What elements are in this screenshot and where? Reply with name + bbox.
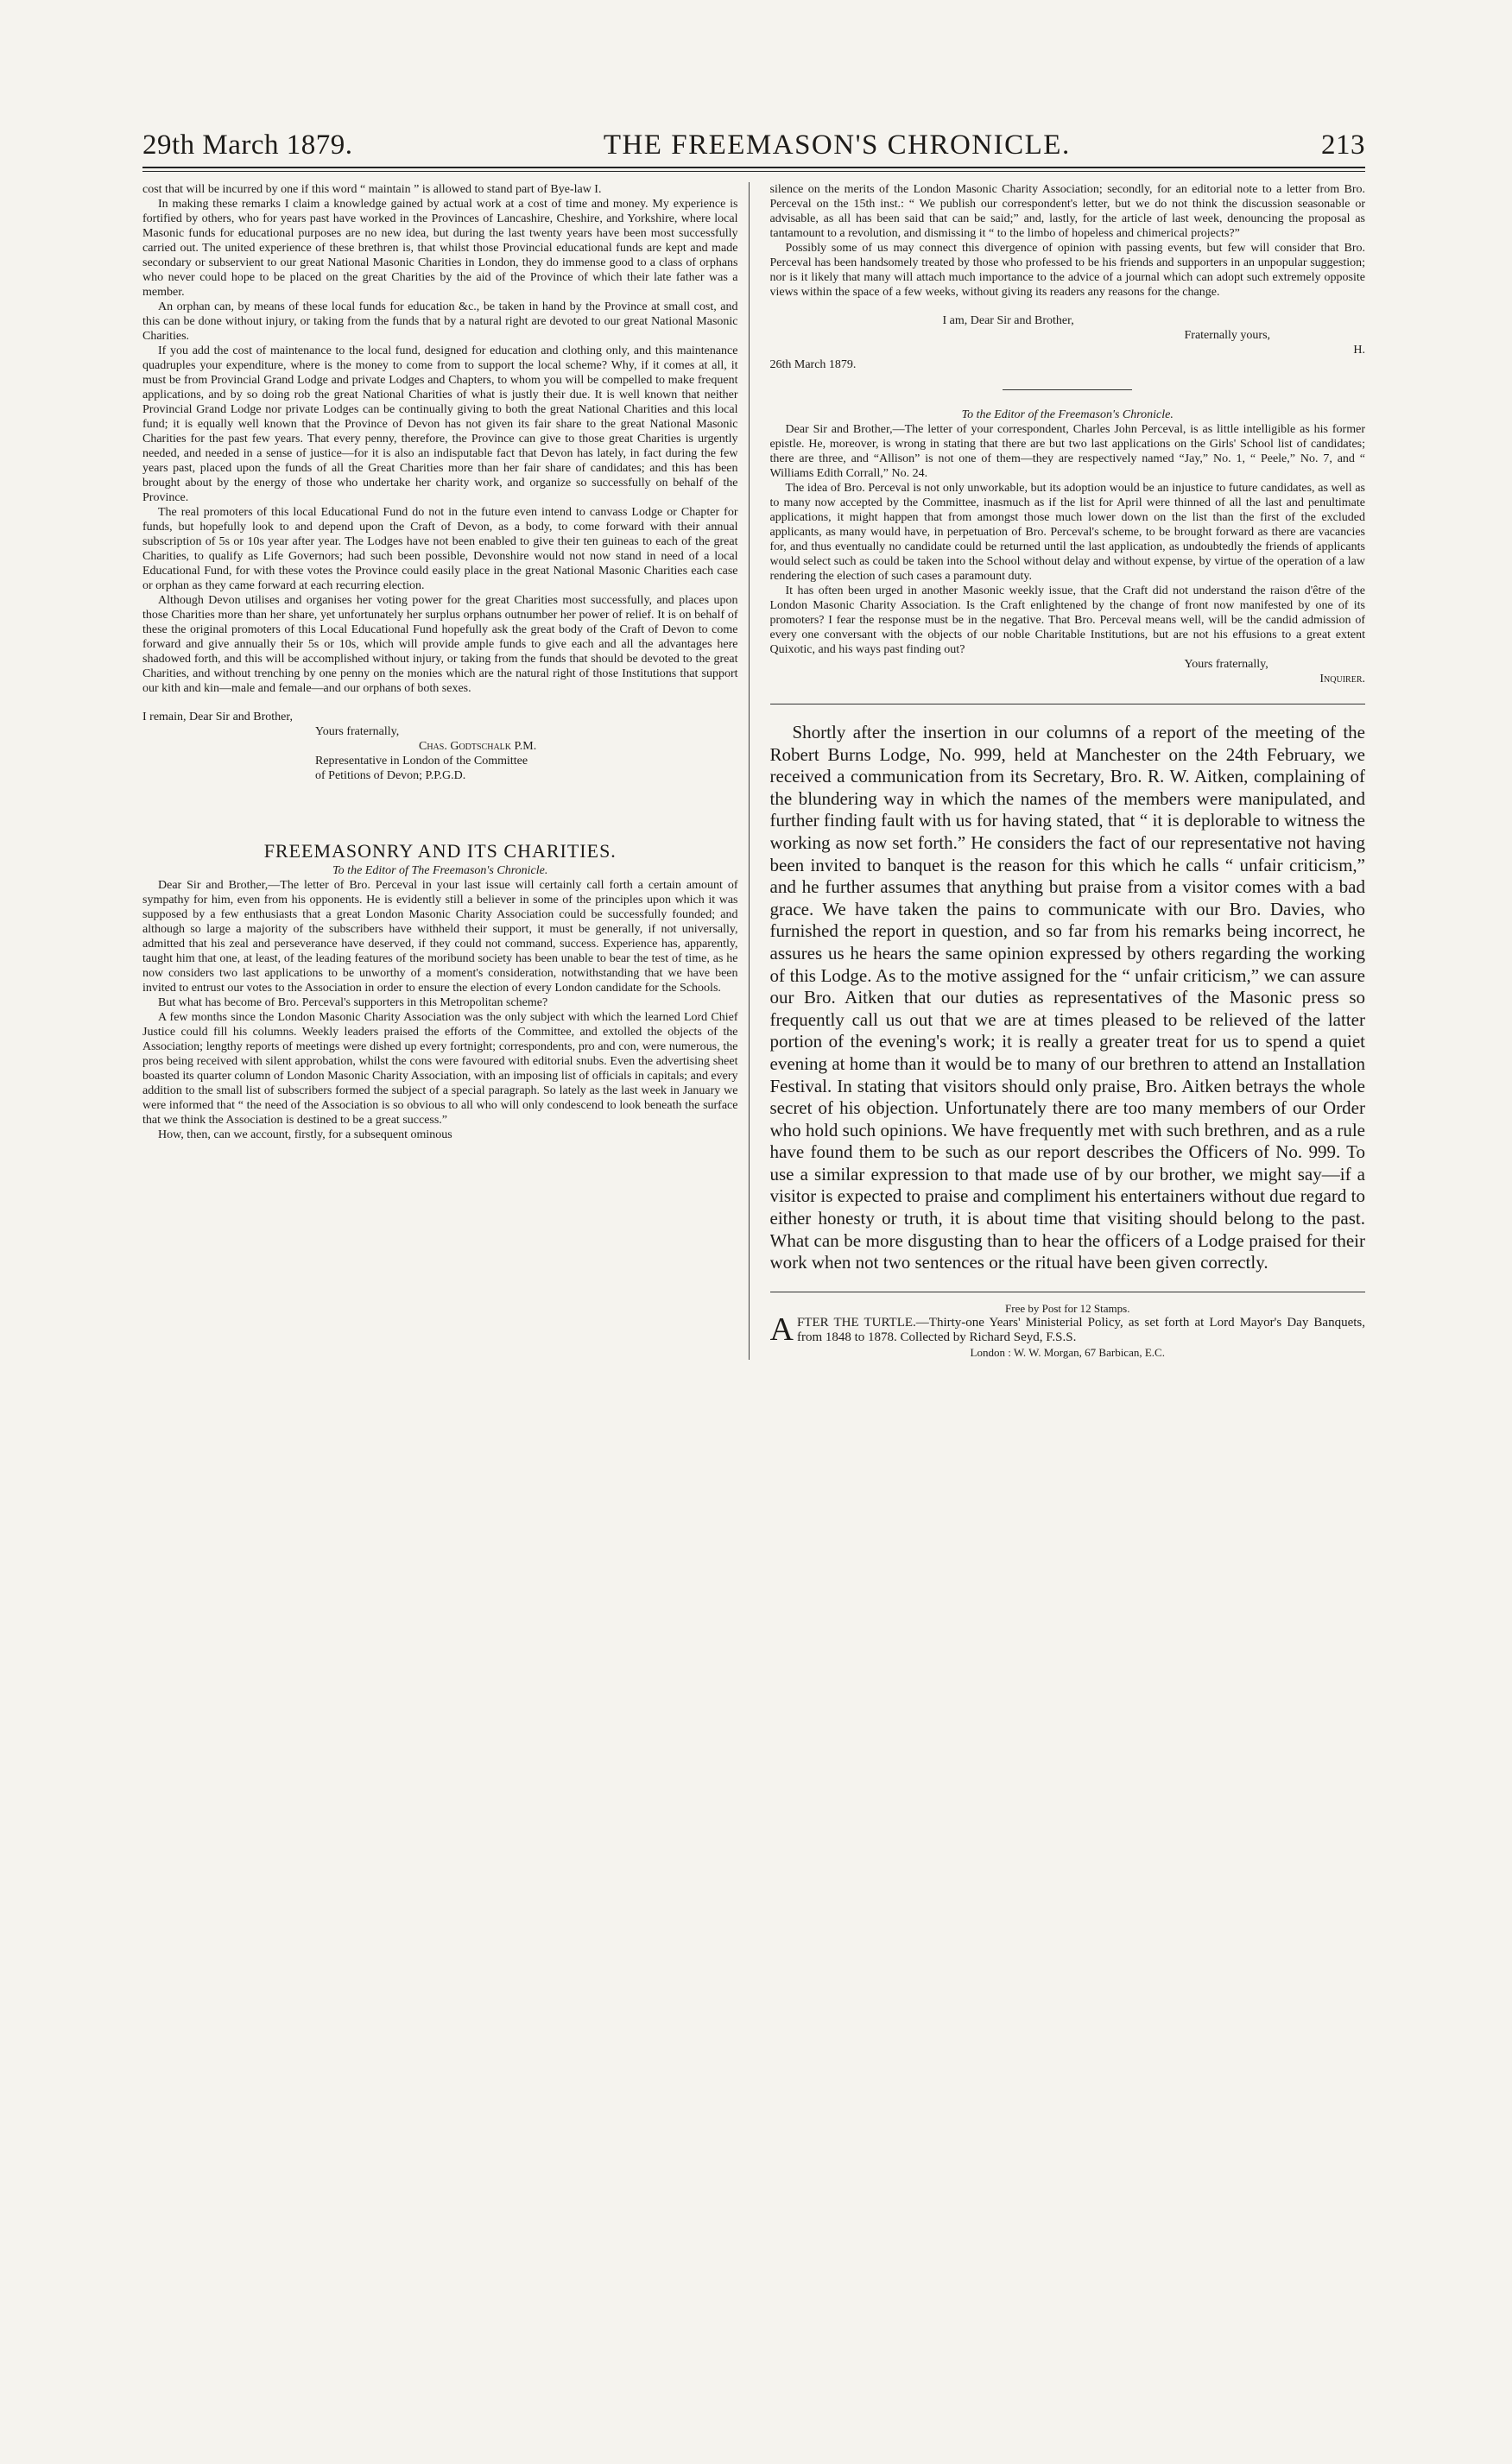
advert-price: Free by Post for 12 Stamps.: [1005, 1301, 1130, 1315]
paragraph: A few months since the London Masonic Charity Association was the only subject with which the learned Lord Chief Justice could fill his columns. Weekly leaders praised the efforts of the Committee, and extolled the objects of the Association; lengthy reports of meetings were dished up every fortnight; correspondents, pro and con, were numerous, the pros being received with silent approbation, whilst the cons were favoured with editorial snubs. Even the advertising sheet boasted its quarter column of London Masonic Charity Association, with an imposing list of officials in capitals; and every addition to the small list of subscribers formed the subject of a special paragraph. So lately as the last week in January we were informed that “ the need of the Association is so obvious to all who will only condescend to look beneath the surface that we think the Association is destined to be a great success.”: [142, 1011, 738, 1127]
editorial-paragraph: Shortly after the insertion in our columns of a report of the meeting of the Robert Burns Lodge, No. 999, held at Manchester on the 24th February, we received a communication from its Secretary, Bro. R. W. Aitken, complaining of the blundering way in which the names of the members were manipulated, and further finding fault with us for having stated, that “ it is deplorable to witness the working as now set forth.” He considers the fact of our representative not having been invited to banquet is the reason for this which he calls “ unfair criticism,” and he further assumes that anything but praise from a visitor comes with a bad grace. We have taken the pains to communicate with our Bro. Davies, who furnished the report in question, and so far from his remarks being incorrect, he assures us he hears the same opinion expressed by others regarding the working of this Lodge. As to the motive assigned for the “ unfair criticism,” we can assure our Bro. Aitken that our duties as representatives of the Masonic press so frequently call us out that we are at times pleased to be relieved of the latter portion of the evening's work; it is really a greater treat for us to spend a quiet evening at home than it would be to many of our brethren to attend an Installation Festival. In stating that visitors should only praise, Bro. Aitken betrays the whole secret of his objection. Unfortunately there are too many members of our Order who hold such opinions. We have frequently met with such brethren, and as a rule have found them to be such as our report describes the Officers of No. 999. To use a similar expression to that made use of by our brother, we might say—if a visitor is expected to praise and compliment his entertainers without due regard to either honesty or truth, it is about time that visiting should belong to the past. What can be more disgusting than to hear the officers of a Lodge praised for their work when not two sentences or the ritual have been given correctly.: [769, 722, 1365, 1273]
section-rule: [1003, 389, 1132, 390]
paragraph: If you add the cost of maintenance to the local fund, designed for education and clothing only, and this maintenance quadruples your expenditure, where is the money to come from to support the local scheme? Why, if it comes at all, it must be from Provincial Grand Lodge and private Lodges and Chapters, to whom you will be compelled to make frequent applications, and by so doing rob the great National Charities of what is justly their due. It is well known that neither Provincial Grand Lodge nor private Lodges can be continually giving to both the great National Charities and this local fund; it is equally well known that the Province of Devon has not given its fair share to the great National Masonic Charities for the past few years. That every penny, therefore, the Province can give to those great Charities is urgently needed, and needed in a sense of justice—for it is also an indisputable fact that Devon has lately, in fact during the few years past, placed upon the funds of all the Great Charities more than her fair share of candidates; and this has been brought about by the energy of those who undertake her charity work, and organize so successfully on behalf of the Province.: [142, 344, 738, 504]
signature: Chas. Godtschalk P.M.: [419, 740, 537, 753]
newspaper-title: THE FREEMASON'S CHRONICLE.: [603, 130, 1071, 161]
signature-initial: H.: [1353, 344, 1365, 357]
paragraph: The idea of Bro. Perceval is not only unworkable, but its adoption would be an injustice to future candidates, as well as to many now accepted by the Committee, inasmuch as if the list for April were thinned of all the last and penultimate applications, it might happen that from amongst those much lower down on the list than the first of the excluded applicants, as many would have, in perpetuation of Bro. Perceval's scheme, to be brought forward as there are vacancies for, and thus eventually no candidate could be returned until the last application, as undoubtedly the friends of applicants would select such as could be taken into the School without delay and without expense, by virtue of the operation of a law rendering the election of such cases a paramount duty.: [769, 482, 1365, 583]
article-heading: FREEMASONRY AND ITS CHARITIES.: [263, 840, 617, 862]
paragraph: It has often been urged in another Masonic weekly issue, that the Craft did not understand the raison d'être of the London Masonic Charity Association. Is the Craft enlightened by the change of front now manifested by one of its promoters? I fear the response must be in the negative. That Bro. Perceval means well, will be the candid admission of every one conversant with the objects of our noble Charitable Institutions, but are not his effusions to a great extent Quixotic, and his ways past finding out?: [769, 584, 1365, 656]
signoff-am: I am, Dear Sir and Brother,: [942, 314, 1074, 327]
masthead-rule: [142, 171, 1365, 172]
article-subheading: To the Editor of The Freemason's Chronicle.: [332, 864, 548, 877]
paragraph: Dear Sir and Brother,—The letter of Bro. Perceval in your last issue will certainly call forth a certain amount of sympathy for him, even from his opponents. He is evidently still a believer in some of the principles upon which it was supposed by a few enthusiasts that a great London Masonic Charity Association could be successfully founded; and although so large a majority of the subscribers have withheld their support, it must be generally, if not universally, admitted that his zeal and perseverance have deserved, if they could not command, success. Experience has, apparently, taught him that one, at least, of the leading features of the moribund society has been unable to bear the test of time, as he now considers two last applications to be unworthy of a moment's consideration, notwithstanding that we have been invited to entrust our votes to the Association in order to ensure the election of every London candidate for the Schools.: [142, 879, 738, 995]
advert-publisher: London : W. W. Morgan, 67 Barbican, E.C.: [970, 1345, 1165, 1359]
signature: Inquirer.: [1319, 673, 1365, 685]
signoff-yours: Yours fraternally,: [315, 725, 400, 738]
paragraph: cost that will be incurred by one if this word “ maintain ” is allowed to stand part of Bye-law I.: [142, 183, 602, 196]
letter-date: 26th March 1879.: [769, 358, 857, 371]
paragraph: Although Devon utilises and organises her voting power for the great Charities most successfully, and places upon those Charities more than her share, yet unfortunately her surplus orphans outnumber her power of relief. It is on behalf of these the original promoters of this Local Educational Fund hopefully ask the great body of the Craft of Devon to come forward and give annually their 5s or 10s, which will provide ample funds to give each and all the advantages here shadowed forth, and this will be accomplished without injury, or taking from the funds that should be devoted to the great Charities, and without trenching by one penny on the monies which are the natural right of those Institutions that support our kith and kin—male and female—and our orphans of both sexes.: [142, 594, 738, 695]
paragraph: The real promoters of this local Educational Fund do not in the future even intend to canvass Lodge or Chapter for funds, but hopefully look to and depend upon the Craft of Devon, as a body, to come forward with their annual subscription of 5s or 10s year after year. The Lodges have not been enabled to give their ten guineas to each of the great Charities, to qualify as Life Governors; had such been possible, Devonshire would not now stand in need of a local Educational Fund, for with these votes the Province could easily place in the great National Masonic Charities each case or orphan as they came forward at each recurring election.: [142, 506, 738, 592]
letter-subheading: To the Editor of the Freemason's Chronicle.: [961, 408, 1174, 421]
paragraph: How, then, can we account, firstly, for a subsequent ominous: [158, 1128, 452, 1141]
signature-role: of Petitions of Devon; P.P.G.D.: [315, 769, 466, 782]
columns: [142, 182, 1365, 1360]
signoff-remain: I remain, Dear Sir and Brother,: [142, 711, 293, 723]
advert-body: [769, 1311, 1366, 1348]
paragraph: silence on the merits of the London Masonic Charity Association; secondly, for an editorial note to a letter from Bro. Perceval on the 15th inst.: “ We publish our correspondent's letter, but we do not think the discussion seasonable or advisable, as all has been said that can be said;” and, lastly, for the article of last week, denouncing the proposal as tantamount to a revolution, and dismissing it “ to the limbo of hopeless and chimerical projects?”: [769, 183, 1365, 240]
issue-date: 29th March 1879.: [142, 130, 353, 161]
left-column: [142, 182, 750, 1360]
drop-cap: A: [769, 1311, 794, 1348]
signoff-fraternally: Fraternally yours,: [1184, 329, 1271, 342]
signature-role: Representative in London of the Committee: [315, 755, 528, 768]
paragraph: But what has become of Bro. Perceval's supporters in this Metropolitan scheme?: [158, 996, 548, 1009]
signoff-yours: Yours fraternally,: [1184, 658, 1268, 671]
page-number: 213: [1320, 130, 1365, 161]
paragraph: Dear Sir and Brother,—The letter of your correspondent, Charles John Perceval, is as little intelligible as his former epistle. He, moreover, is wrong in stating that there are but two last applications on the Girls' School list of candidates; there are three, and “Allison” is not one of them—they are respectively named “Jay,” No. 1, “ Peele,” No. 7, and “ Williams Edith Corrall,” No. 24.: [769, 423, 1365, 480]
paragraph: In making these remarks I claim a knowledge gained by actual work at a cost of time and money. My experience is fortified by others, who for years past have worked in the Provinces of Lancashire, Cheshire, and Yorkshire, where local Masonic funds for educational purposes are no new idea, but during the last twenty years have been most successfully carried out. The united experience of these brethren is, that whilst those Provincial educational funds are kept and made secondary or subservient to our great National Masonic Charities in London, they do immense good to a class of orphans who never could hope to be placed on the great Charities by the aid of the Province of which their late father was a member.: [142, 198, 738, 299]
advert-text: FTER THE TURTLE.—Thirty-one Years' Ministerial Policy, as set forth at Lord Mayor's Day Banquets, from 1848 to 1878. Collected by Richard Seyd, F.S.S.: [796, 1315, 1365, 1344]
paragraph: An orphan can, by means of these local funds for education &c., be taken in hand by the Province at small cost, and this can be done without injury, or taking from the funds that by a natural right are devoted to our great National Masonic Charities.: [142, 300, 738, 343]
editorial: [770, 722, 1366, 1274]
masthead: [142, 130, 1365, 168]
right-column: [770, 182, 1366, 1360]
paragraph: Possibly some of us may connect this divergence of opinion with passing events, but few will consider that Bro. Perceval has been handsomely treated by those who professed to be his friends and supporters in an unpopular suggestion; nor is it likely that many will attach much importance to the advice of a journal which can adopt such extremely opposite views within the space of a few weeks, without giving its readers any reasons for the change.: [769, 242, 1365, 299]
